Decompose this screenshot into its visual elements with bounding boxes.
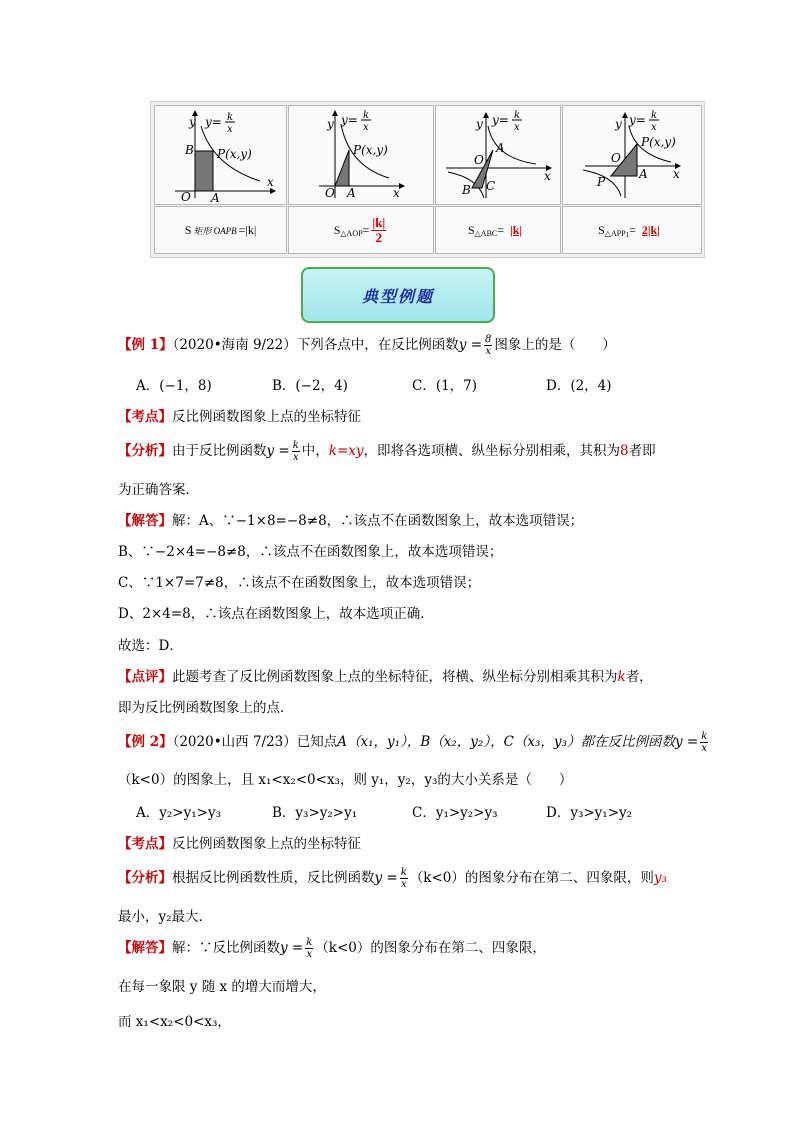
- ex2-jieda-line3: 而 x₁<x₂<0<x₃，: [118, 1014, 231, 1030]
- svg-text:O: O: [611, 151, 621, 165]
- svg-text:A: A: [347, 186, 356, 200]
- figure-table: [150, 101, 705, 258]
- svg-text:y=: y=: [629, 113, 646, 127]
- svg-text:A: A: [496, 141, 505, 155]
- svg-text:y: y: [189, 115, 196, 129]
- ex1-option-a: A．(−1，8): [136, 378, 212, 394]
- ex2-jieda-line2: 在每一象限 y 随 x 的增大而增大，: [118, 979, 326, 995]
- ex2-fenxi: 【分析】根据反比例函数性质，反比例函数y = $\frac{k}{x}$ （k<0）的图象分布在第二、四象限，则y₃: [118, 867, 667, 890]
- area-label-rectangle: S 矩形 OAPB =|k|: [154, 206, 287, 254]
- svg-text:x: x: [514, 122, 520, 133]
- area-label-abc: S △ABC = |k|: [435, 206, 561, 254]
- ex1-question: 【例 1】（2020•海南 9/22）下列各点中，在反比例函数y = $\frac{8}{x}$ 图象上的是（ ）: [118, 334, 616, 357]
- section-title-box: [301, 267, 495, 323]
- svg-text:y: y: [476, 117, 483, 131]
- svg-text:A: A: [639, 167, 648, 181]
- svg-text:x: x: [267, 175, 274, 189]
- ex1-jieda-line4: D、2×4=8，∴该点在函数图象上，故本选项正确．: [118, 606, 434, 622]
- svg-text:k: k: [227, 112, 234, 123]
- ex1-option-b: B．(−2，4): [272, 378, 348, 394]
- section-title: 典型例题: [361, 286, 434, 306]
- graph-triangle-aop: [288, 105, 434, 205]
- ex2-option-d: D．y₃>y₁>y₂: [546, 805, 633, 821]
- svg-text:y=: y=: [205, 115, 222, 129]
- ex1-answer: 故选：D．: [118, 638, 183, 654]
- area-label-app1: S △APP 1 = 2|k|: [562, 206, 702, 254]
- graph-rectangle-area: [154, 105, 287, 205]
- graph-triangle-app1: [562, 105, 702, 205]
- graph-1-svg: [155, 106, 286, 204]
- svg-text:x: x: [363, 122, 369, 133]
- svg-text:y: y: [615, 117, 622, 131]
- svg-text:P(x,y): P(x,y): [353, 143, 388, 157]
- ex2-kaodian: 【考点】反比例函数图象上点的坐标特征: [118, 836, 361, 852]
- ex2-option-b: B．y₃>y₂>y₁: [272, 805, 358, 821]
- svg-text:O: O: [181, 190, 191, 204]
- ex1-dianping: 【点评】此题考查了反比例函数图象上点的坐标特征，将横、纵坐标分别相乘其积为k者，: [118, 669, 653, 685]
- svg-text:y=: y=: [341, 113, 358, 127]
- svg-text:y=: y=: [492, 113, 509, 127]
- ex2-fenxi-line2: 最小，y₂最大．: [118, 909, 213, 925]
- ex2-option-a: A．y₂>y₁>y₃: [136, 805, 221, 821]
- ex1-jieda-line3: C、∵1×7=7≠8，∴该点不在函数图象上，故本选项错误；: [118, 575, 481, 591]
- ex1-fenxi-line2: 为正确答案．: [118, 482, 199, 498]
- graph-4-svg: [563, 106, 701, 204]
- graph-triangle-abc: [435, 105, 561, 205]
- svg-text:B: B: [185, 143, 194, 157]
- svg-text:P(x,y): P(x,y): [641, 135, 676, 149]
- svg-text:B: B: [462, 183, 471, 197]
- ex1-jieda-line2: B、∵−2×4=−8≠8，∴该点不在函数图象上，故本选项错误；: [118, 544, 503, 560]
- ex1-jieda-line1: 【解答】解：A、∵−1×8=−8≠8，∴该点不在函数图象上，故本选项错误；: [118, 513, 584, 529]
- svg-text:P: P: [597, 175, 606, 189]
- svg-text:x: x: [544, 169, 551, 183]
- svg-text:k: k: [514, 110, 521, 121]
- ex2-question: 【例 2】（2020•山西 7/23）已知点A（x₁，y₁），B（x₂，y₂），C（x₃，y₃）都在反比例函数y = $\frac{k}{x}$: [118, 731, 708, 754]
- ex1-fenxi: 【分析】由于反比例函数y = $\frac{k}{x}$ 中，k=xy，即将各选项横、纵坐标分别相乘，其积为8者即: [118, 440, 656, 463]
- svg-text:A: A: [211, 191, 220, 204]
- svg-text:P(x,y): P(x,y): [217, 147, 252, 161]
- svg-text:C: C: [486, 179, 496, 193]
- svg-text:k: k: [363, 110, 370, 121]
- svg-text:x: x: [393, 186, 400, 200]
- svg-text:O: O: [325, 186, 335, 200]
- graph-3-svg: [436, 106, 560, 204]
- area-label-aop: S △AOP = $\frac{|k|}{2}$: [288, 206, 434, 254]
- svg-text:k: k: [651, 110, 658, 121]
- ex1-kaodian: 【考点】反比例函数图象上点的坐标特征: [118, 409, 361, 425]
- ex2-jieda: 【解答】解：∵反比例函数y = $\frac{k}{x}$ （k<0）的图象分布在第二、四象限，: [118, 937, 546, 960]
- svg-text:x: x: [673, 167, 680, 181]
- svg-text:x: x: [227, 124, 233, 135]
- svg-text:y: y: [327, 117, 334, 131]
- graph-2-svg: [289, 106, 433, 204]
- ex2-question-line2: （k<0）的图象上，且 x₁<x₂<0<x₃，则 y₁，y₂，y₃的大小关系是（ ）: [118, 772, 573, 788]
- ex1-option-c: C．(1，7): [412, 378, 478, 394]
- svg-text:O: O: [474, 153, 484, 167]
- ex1-dianping-line2: 即为反比例函数图象上的点．: [118, 700, 294, 716]
- svg-text:x: x: [651, 122, 657, 133]
- ex1-option-d: D．(2，4): [546, 378, 612, 394]
- ex2-option-c: C．y₁>y₂>y₃: [412, 805, 498, 821]
